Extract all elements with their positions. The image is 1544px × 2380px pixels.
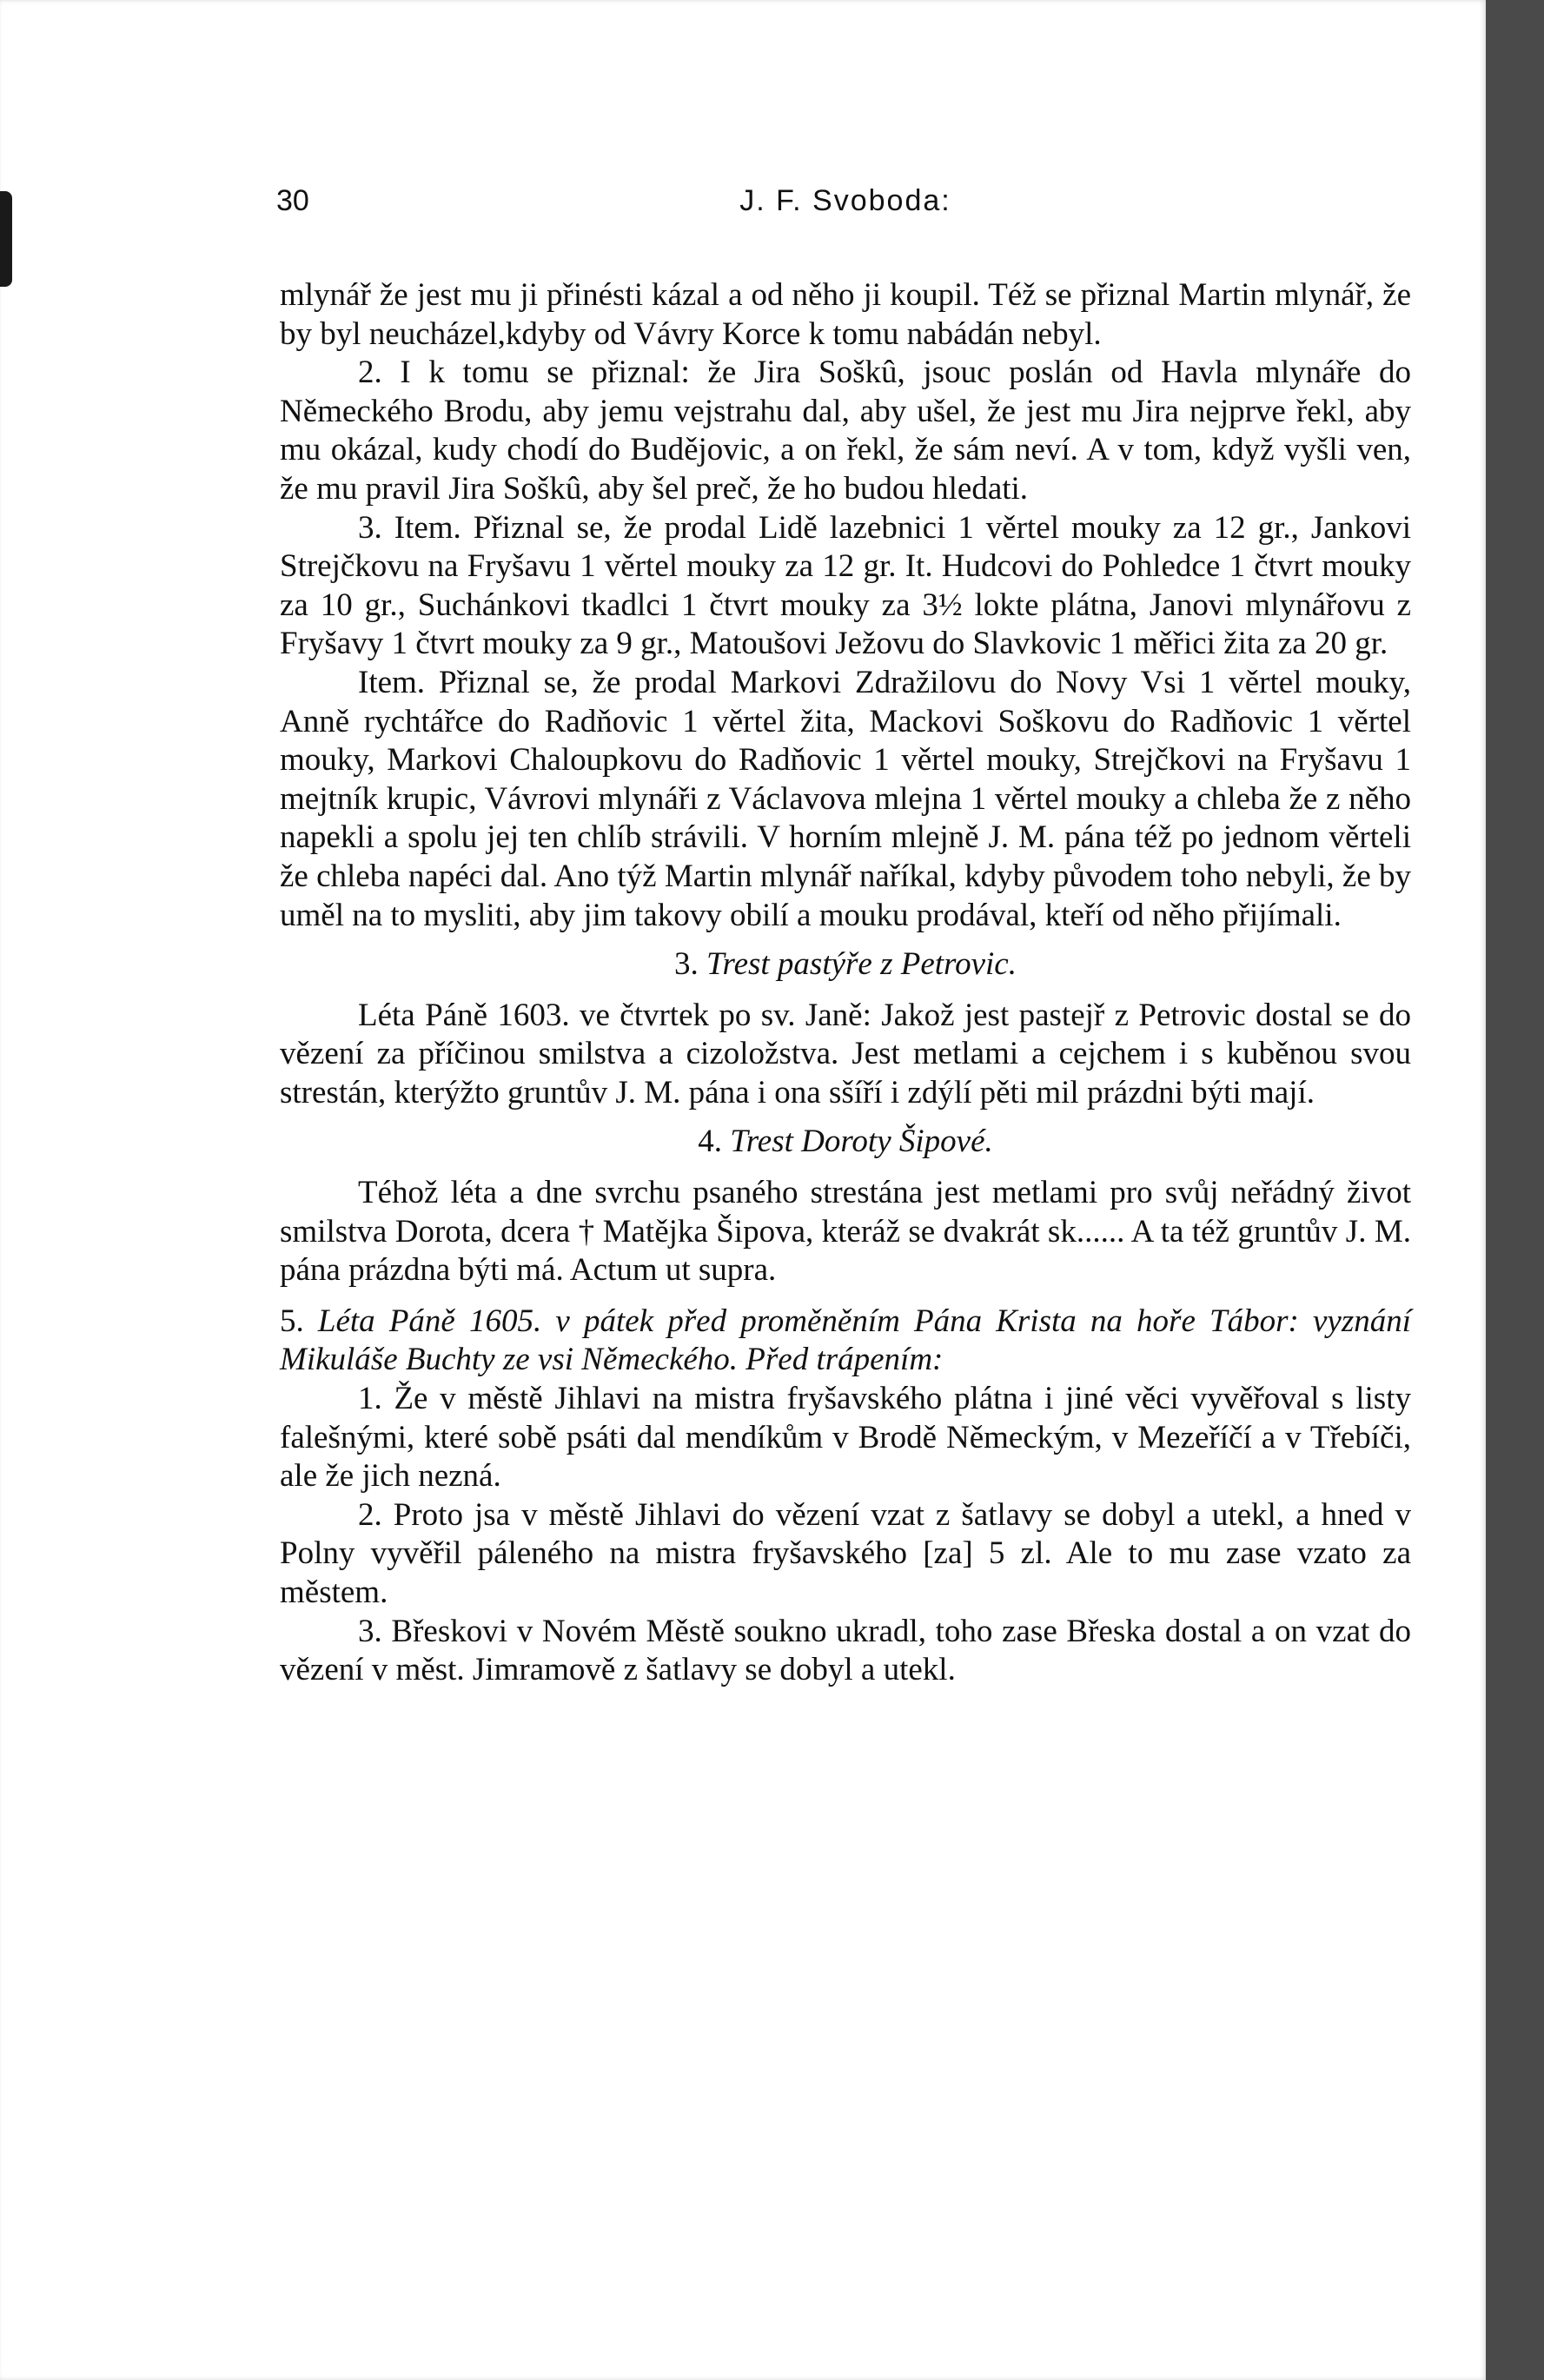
section-title: Trest Doroty Šipové. xyxy=(730,1124,993,1160)
section-number: 3. xyxy=(674,946,699,983)
paragraph-confession-2: 2. Proto jsa v městě Jihlavi do vězení vzat z šatlavy se dobyl a utekl, a hned v Polny vyvěřil páleného na mistra fryšavského [za] 5 zl. Ale to mu zase vzato za městem. xyxy=(280,1496,1411,1610)
running-title: J. F. Svoboda: xyxy=(739,184,951,217)
page-edge-mark xyxy=(0,191,12,287)
paragraph-item-3: 3. Item. Přiznal se, že prodal Lidě lazebnici 1 věrtel mouky za 12 gr., Jankovi Strejčkovu na Fryšavu 1 věrtel mouky za 12 gr. It. Hudcovi do Pohledce 1 čtvrt mouky za 10 gr., Suchánkovi tkadlci 1 čtvrt mouky za 3½ lokte plátna, Janovi mlynářovu z Fryšavy 1 čtvrt mouky za 9 gr., Matoušovi Ježovu do Slavkovic 1 měřici žita za 20 gr. xyxy=(280,509,1411,662)
paragraph-item-2: 2. I k tomu se přiznal: že Jira Soškû, jsouc poslán od Havla mlynáře do Německého Brodu, aby jemu vejstrahu dal, aby ušel, že jest mu Jira nejprve řekl, aby mu okázal, kudy chodí do Budějovic, a on řekl, že sám neví. A v tom, když vyšli ven, že mu pravil Jira Soškû, aby šel preč, že ho budou hledati. xyxy=(280,355,1411,507)
page-body xyxy=(280,276,1411,1690)
paragraph-continuation: mlynář že jest mu ji přinésti kázal a od něho ji koupil. Též se přiznal Martin mlynář, že by byl neucházel,kdyby od Vávry Korce k tomu nabádán nebyl. xyxy=(280,277,1411,352)
page-header xyxy=(276,184,1415,228)
section-heading-4 xyxy=(280,1123,1411,1162)
section-title: Léta Páně 1605. v pátek před proměněním Pána Krista na hoře Tábor: vyznání Mikuláše Buchty ze vsi Německého. Před trápením: xyxy=(280,1303,1412,1378)
paragraph-confession-3: 3. Břeskovi v Novém Městě soukno ukradl, toho zase Břeska dostal a on vzat do vězení v měst. Jimramově z šatlavy se dobyl a utekl. xyxy=(280,1613,1411,1688)
section-heading-3 xyxy=(280,945,1411,984)
paragraph-confession-1: 1. Že v městě Jihlavi na mistra fryšavského plátna i jiné věci vyvěřoval s listy falešnými, které sobě psáti dal mendíkům v Brodě Německým, v Mezeříčí a v Třebíči, ale že jich nezná. xyxy=(280,1381,1411,1495)
paragraph-item-sales: Item. Přiznal se, že prodal Markovi Zdražilovu do Novy Vsi 1 věrtel mouky, Anně rychtářce do Radňovic 1 věrtel žita, Mackovi Soškovu do Radňovic 1 věrtel mouky, Markovi Chaloupkovu do Radňovic 1 věrtel mouky, Strejčkovi na Fryšavu 1 mejtník krupic, Vávrovi mlynáři z Václavova mlejna 1 věrtel mouky a chleba že z něho napekli a spolu jej ten chlíb strávili. V horním mlejně J. M. pána též po jednom věrteli že chleba napéci dal. Ano týž Martin mlynář naříkal, kdyby původem toho nebyli, že by uměl na to mysliti, aby jim takovy obilí a mouku prodával, kteří od něho přijímali. xyxy=(280,664,1411,933)
section-number: 5. xyxy=(280,1303,304,1339)
page-number: 30 xyxy=(276,184,309,217)
section-title: Trest pastýře z Petrovic. xyxy=(706,946,1017,983)
section-number: 4. xyxy=(698,1124,722,1160)
paragraph-section-4: Téhož léta a dne svrchu psaného strestána jest metlami pro svůj neřádný život smilstva Dorota, dcera † Matějka Šipova, kteráž se dvakrát sk...... A ta též gruntův J. M. pána prázdna býti má. Actum ut supra. xyxy=(280,1175,1411,1289)
section-heading-5 xyxy=(280,1303,1411,1380)
paragraph-section-3: Léta Páně 1603. ve čtvrtek po sv. Janě: Jakož jest pastejř z Petrovic dostal se do vězení za příčinou smilstva a cizoložstva. Jest metlami a cejchem i s kuběnou svou strestán, kterýžto gruntův J. M. pána i ona sšíří i zdýlí pěti mil prázdni býti mají. xyxy=(280,997,1411,1110)
